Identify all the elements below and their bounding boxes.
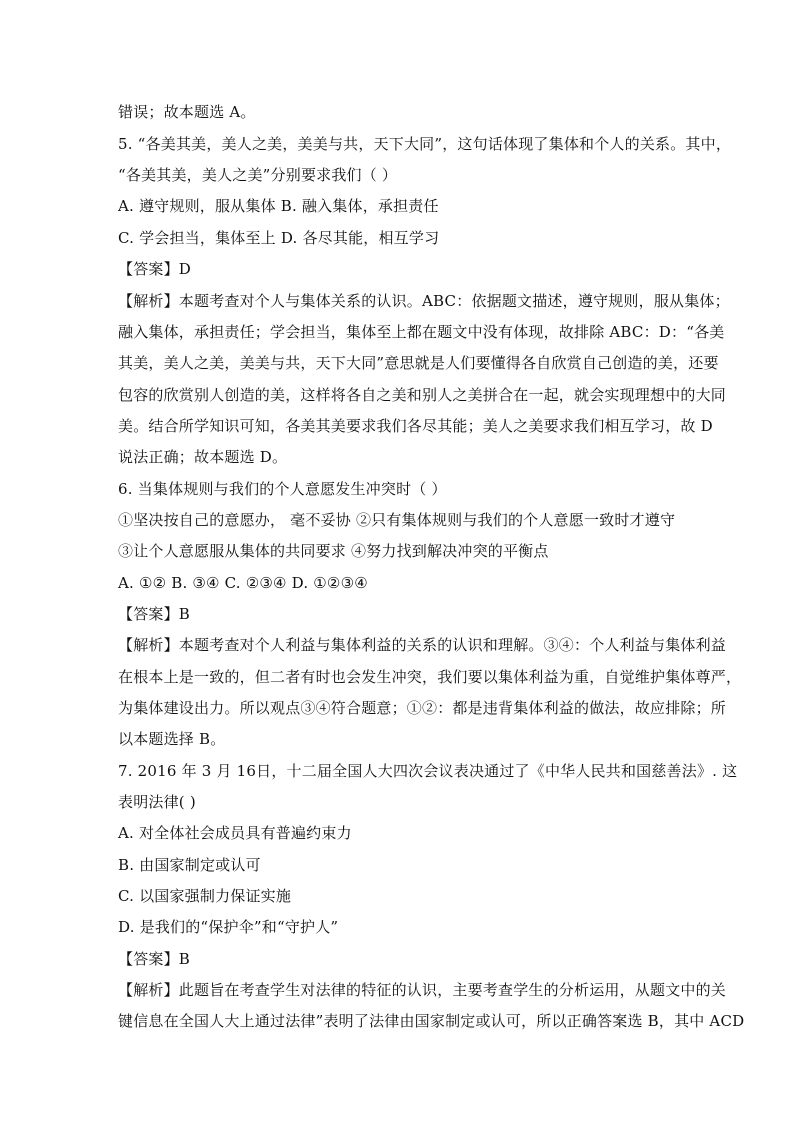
question-5-analysis: 【解析】本题考查对个人与集体关系的认识。ABC：依据题文描述，遵守规则，服从集体；: [118, 292, 730, 310]
question-5-options-cd: C. 学会担当，集体至上 D. 各尽其能，相互学习: [118, 229, 440, 247]
question-6-options: A. ①② B. ③④ C. ②③④ D. ①②③④: [118, 574, 368, 592]
question-5-stem: 5. “各美其美，美人之美，美美与共，天下大同”，这句话体现了集体和个人的关系。其中，: [118, 135, 732, 153]
question-5-analysis: 包容的欣赏别人创造的美，这样将各自之美和别人之美拼合在一起，就会实现理想中的大同: [118, 386, 727, 404]
question-6-statements: ①坚决按自己的意愿办， 毫不妥协 ②只有集体规则与我们的个人意愿一致时才遵守: [118, 511, 676, 529]
question-5-analysis: 说法正确；故本题选 D。: [118, 448, 288, 466]
question-6-statements: ③让个人意愿服从集体的共同要求 ④努力找到解决冲突的平衡点: [118, 542, 549, 560]
question-6-answer: 【答案】B: [118, 605, 191, 623]
question-6-analysis: 以本题选择 B。: [118, 730, 226, 748]
question-7-stem: 7. 2016 年 3 月 16日，十二届全国人大四次会议表决通过了《中华人民共和国慈善法》. 这: [118, 762, 738, 780]
question-6-stem: 6. 当集体规则与我们的个人意愿发生冲突时（ ）: [118, 480, 447, 498]
text-line: 错误；故本题选 A。: [118, 103, 256, 121]
question-5-options-ab: A. 遵守规则，服从集体 B. 融入集体，承担责任: [118, 197, 439, 215]
question-5-analysis: 其美，美人之美，美美与共，天下大同”意思就是人们要懂得各自欣赏自己创造的美，还要: [118, 354, 719, 372]
question-7-option-a: A. 对全体社会成员具有普遍约束力: [118, 824, 352, 842]
question-6-analysis: 在根本上是一致的，但二者有时也会发生冲突，我们要以集体利益为重，自觉维护集体尊严，: [118, 668, 742, 686]
question-7-option-c: C. 以国家强制力保证实施: [118, 887, 292, 905]
question-7-option-d: D. 是我们的“保护伞”和“守护人”: [118, 918, 339, 936]
question-7-analysis: 【解析】此题旨在考查学生对法律的特征的认识，主要考查学生的分析运用，从题文中的关: [118, 981, 727, 999]
question-6-analysis: 为集体建设出力。所以观点③④符合题意；①②：都是违背集体利益的做法，故应排除；所: [118, 699, 727, 717]
question-7-analysis: 键信息在全国人大上通过法律”表明了法律由国家制定或认可，所以正确答案选 B，其中 ACD: [118, 1012, 745, 1030]
question-7-answer: 【答案】B: [118, 950, 191, 968]
question-5-analysis: 美。结合所学知识可知，各美其美要求我们各尽其能；美人之美要求我们相互学习，故 D: [118, 417, 713, 435]
question-5-analysis: 融入集体，承担责任；学会担当，集体至上都在题文中没有体现，故排除 ABC：D：“各美: [118, 323, 725, 341]
question-5-stem-cont: “各美其美，美人之美”分别要求我们（ ）: [118, 166, 398, 184]
question-6-analysis: 【解析】本题考查对个人利益与集体利益的关系的认识和理解。③④：个人利益与集体利益: [118, 636, 727, 654]
question-5-answer: 【答案】D: [118, 260, 192, 278]
question-7-stem-cont: 表明法律( ): [118, 793, 196, 811]
question-7-option-b: B. 由国家制定或认可: [118, 856, 261, 874]
